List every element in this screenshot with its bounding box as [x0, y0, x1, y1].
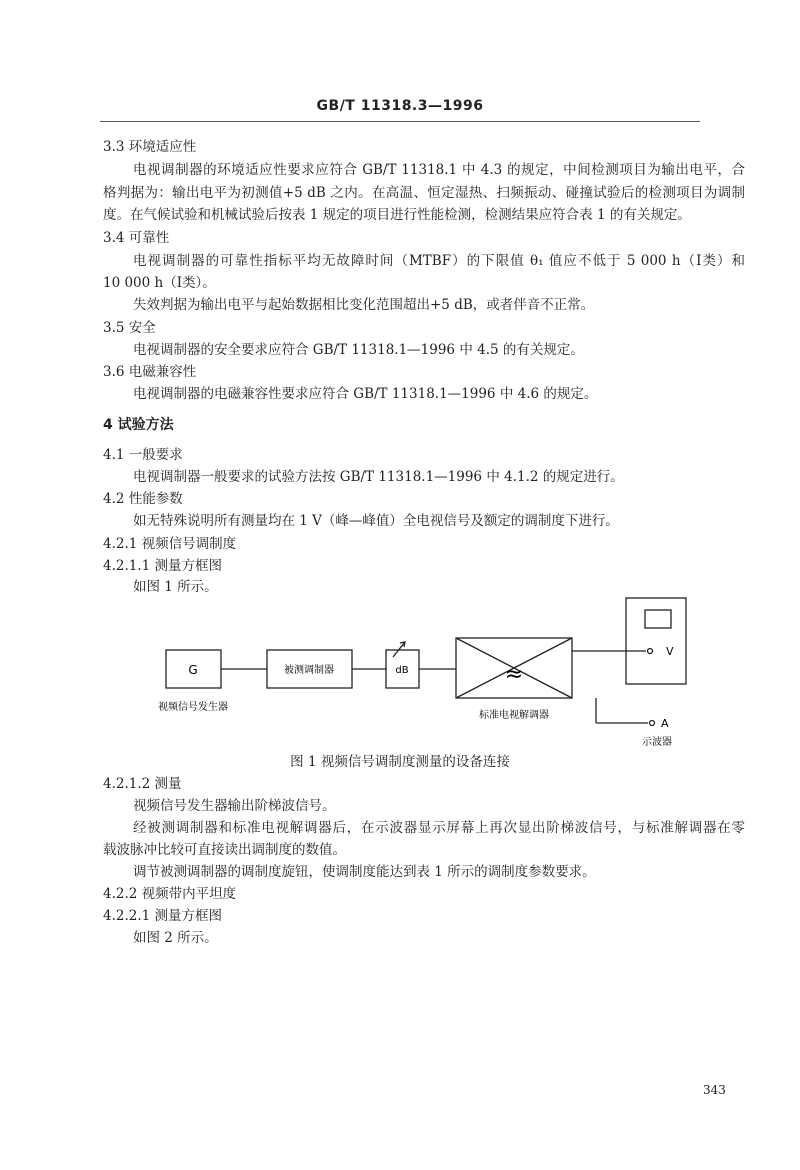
section-3-4-heading: 3.4 可靠性	[103, 230, 170, 246]
a-terminal-dot	[650, 721, 655, 726]
attenuator-box	[386, 650, 419, 688]
paragraph-line: 载波脉冲比较可直接读出调制度的数值。	[103, 842, 346, 858]
paragraph-line: 电视调制器的电磁兼容性要求应符合 GB/T 11318.1—1996 中 4.6 的规定。	[133, 386, 598, 402]
generator-box	[166, 650, 221, 688]
a-terminal-label: A	[661, 717, 669, 730]
paragraph-line: 格判据为：输出电平为初测值+5 dB 之内。在高温、恒定湿热、扫频振动、碰撞试验后的检测项目为调制	[103, 185, 745, 201]
paragraph-line: 如无特殊说明所有测量均在 1 V（峰—峰值）全电视信号及额定的调制度下进行。	[133, 513, 619, 529]
section-3-6-heading: 3.6 电磁兼容性	[103, 364, 197, 380]
section-4-heading: 4 试验方法	[103, 417, 174, 433]
section-4-2-1-1-heading: 4.2.1.1 测量方框图	[103, 558, 223, 574]
generator-symbol: G	[188, 663, 198, 677]
paragraph-line: 电视调制器的可靠性指标平均无故障时间（MTBF）的下限值 θ₁ 值应不低于 5 000 h（Ⅰ类）和	[133, 253, 745, 269]
modulator-label: 被测调制器	[284, 665, 334, 676]
figure-1-caption: 图 1 视频信号调制度测量的设备连接	[290, 754, 510, 770]
paragraph-line: 度。在气候试验和机械试验后按表 1 规定的项目进行性能检测，检测结果应符合表 1 的有关规定。	[103, 207, 691, 223]
section-3-5-heading: 3.5 安全	[103, 320, 156, 336]
v-terminal-dot	[648, 649, 653, 654]
v-terminal-label: V	[666, 645, 674, 658]
section-4-2-2-1-heading: 4.2.2.1 测量方框图	[103, 908, 223, 924]
paragraph-line: 电视调制器一般要求的试验方法按 GB/T 11318.1—1996 中 4.1.2 的规定进行。	[133, 469, 624, 485]
demodulator-box	[456, 638, 572, 698]
section-4-2-2-heading: 4.2.2 视频带内平坦度	[103, 886, 237, 902]
generator-label: 视频信号发生器	[158, 702, 228, 713]
section-4-1-heading: 4.1 一般要求	[103, 447, 183, 463]
paragraph-line: 如图 2 所示。	[133, 930, 218, 946]
section-4-2-1-2-heading: 4.2.1.2 测量	[103, 776, 182, 792]
paragraph-line: 调节被测调制器的调制度旋钮，使调制度能达到表 1 所示的调制度参数要求。	[133, 864, 596, 880]
demodulator-label: 标准电视解调器	[479, 710, 549, 721]
demodulator-symbol: ≈	[504, 662, 524, 687]
paragraph-line: 经被测调制器和标准电视解调器后，在示波器显示屏幕上再次显出阶梯波信号，与标准解调器在零	[133, 820, 745, 836]
section-3-3-heading: 3.3 环境适应性	[103, 139, 197, 155]
paragraph-line: 10 000 h（Ⅰ类）。	[103, 275, 216, 291]
paragraph-line: 如图 1 所示。	[133, 579, 218, 595]
modulator-box	[267, 650, 352, 688]
page-number: 343	[703, 1083, 726, 1097]
paragraph-line: 电视调制器的环境适应性要求应符合 GB/T 11318.1 中 4.3 的规定，中间检测项目为输出电平，合	[133, 162, 745, 178]
page-header: GB/T 11318.3—1996	[316, 98, 484, 114]
scope-label: 示波器	[642, 737, 672, 748]
attenuator-label: dB	[395, 665, 409, 676]
paragraph-line: 失效判据为输出电平与起始数据相比变化范围超出+5 dB，或者伴音不正常。	[133, 297, 595, 313]
section-4-2-1-heading: 4.2.1 视频信号调制度	[103, 536, 237, 552]
scope-box	[626, 598, 686, 684]
header-rule	[100, 121, 700, 122]
paragraph-line: 电视调制器的安全要求应符合 GB/T 11318.1—1996 中 4.5 的有关规定。	[133, 342, 584, 358]
paragraph-line: 视频信号发生器输出阶梯波信号。	[133, 798, 336, 814]
section-4-2-heading: 4.2 性能参数	[103, 491, 183, 507]
